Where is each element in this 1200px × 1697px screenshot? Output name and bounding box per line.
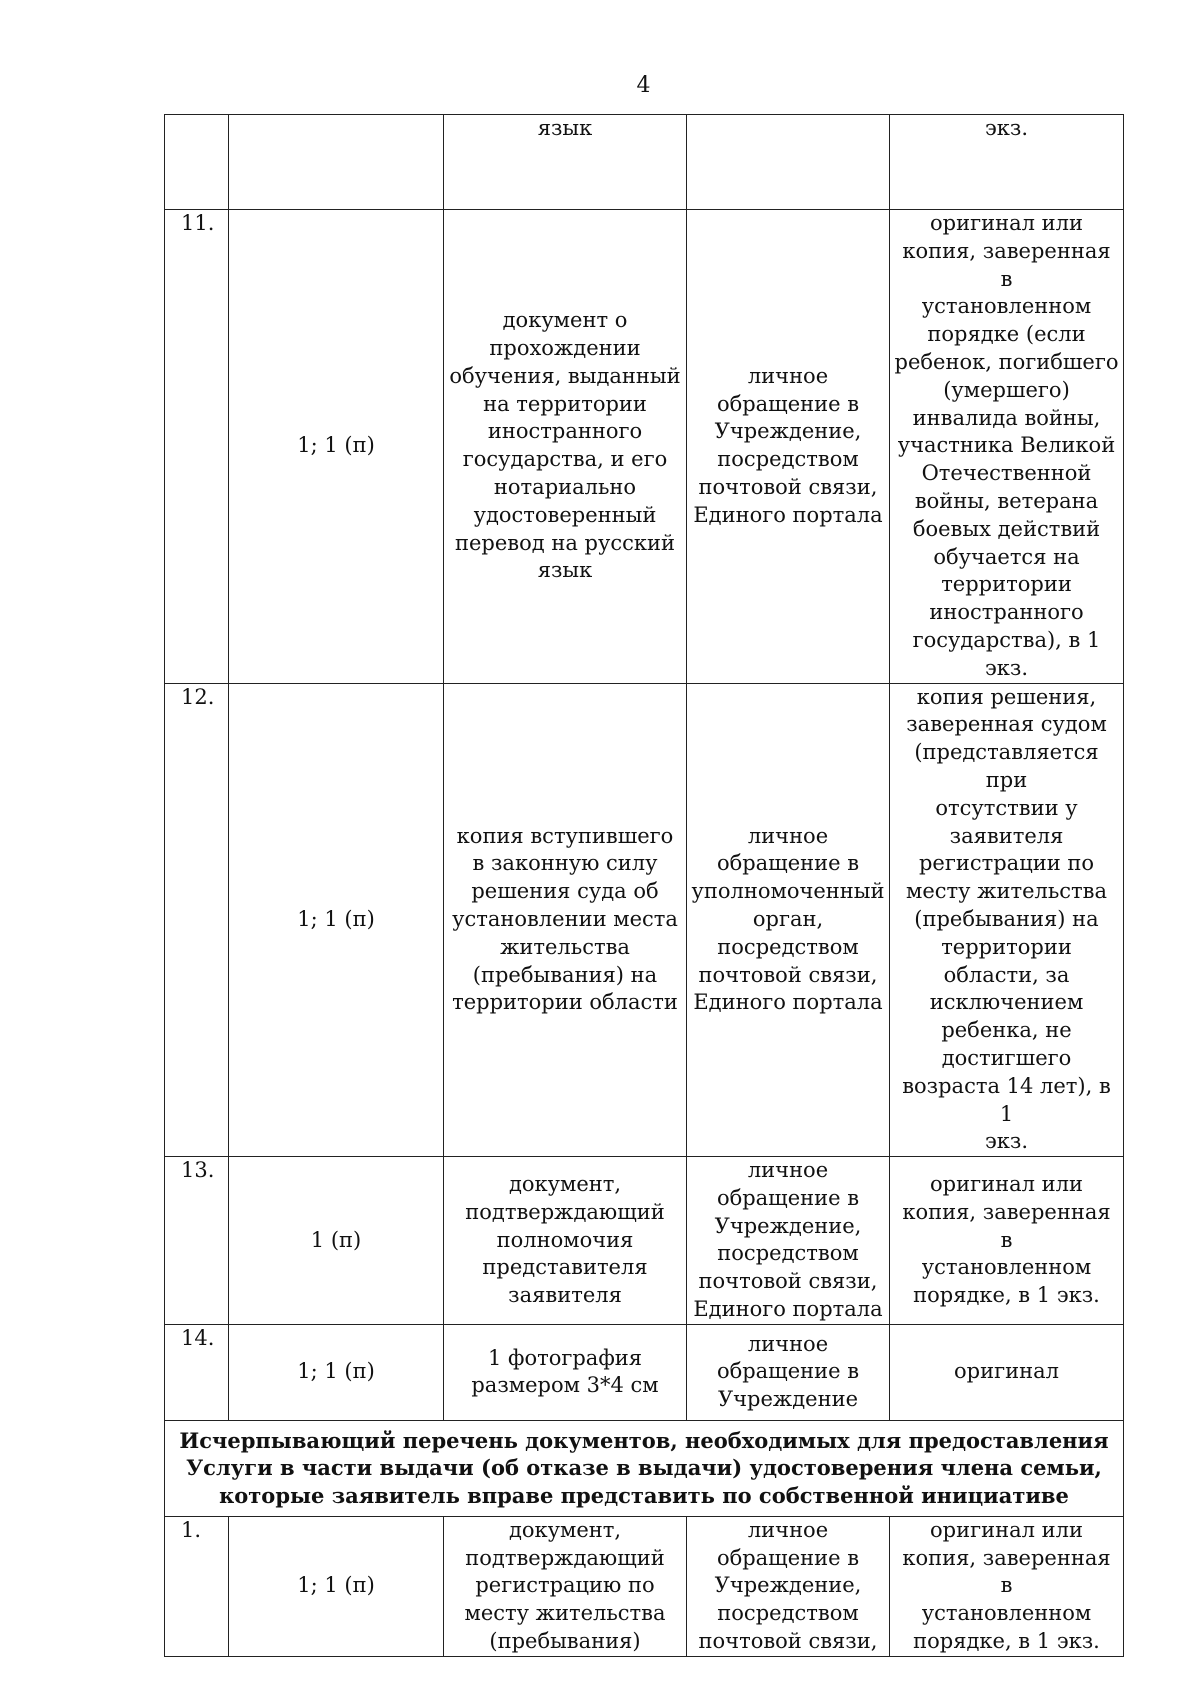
table-row [165, 683, 1124, 1157]
cell-method [687, 115, 890, 210]
cell-form: оригинал или копия, заверенная в установленном порядке, в 1 экз. [890, 1516, 1124, 1656]
cell-number: 14. [165, 1324, 229, 1420]
cell-method: личное обращение в Учреждение, посредством почтовой связи, Единого портала [687, 1157, 890, 1325]
cell-code: 1; 1 (п) [229, 1324, 444, 1420]
cell-form: копия решения, заверенная судом (представляется при отсутствии у заявителя регистрации по месту жительства (пребывания) на территории области, за исключением ребенка, не достигшего возраста 14 лет), в 1 экз. [890, 683, 1124, 1157]
cell-code: 1; 1 (п) [229, 1516, 444, 1656]
table-row [165, 1157, 1124, 1325]
cell-code [229, 115, 444, 210]
cell-document: документ, подтверждающий регистрацию по месту жительства (пребывания) [444, 1516, 687, 1656]
cell-document: язык [444, 115, 687, 210]
cell-method: личное обращение в Учреждение [687, 1324, 890, 1420]
cell-code: 1; 1 (п) [229, 683, 444, 1157]
cell-document: копия вступившего в законную силу решения суда об установлении места жительства (пребывания) на территории области [444, 683, 687, 1157]
cell-code: 1; 1 (п) [229, 210, 444, 684]
documents-table [164, 114, 1124, 1657]
cell-method: личное обращение в уполномоченный орган, посредством почтовой связи, Единого портала [687, 683, 890, 1157]
cell-number: 13. [165, 1157, 229, 1325]
page-number: 4 [636, 73, 651, 98]
section-heading: Исчерпывающий перечень документов, необходимых для предоставления Услуги в части выдачи (об отказе в выдачи) удостоверения члена семьи, которые заявитель вправе представить по собственной инициативе [165, 1420, 1124, 1516]
cell-form: оригинал [890, 1324, 1124, 1420]
cell-document: 1 фотография размером 3*4 см [444, 1324, 687, 1420]
cell-number [165, 115, 229, 210]
cell-form: экз. [890, 115, 1124, 210]
cell-document: документ о прохождении обучения, выданный на территории иностранного государства, и его нотариально удостоверенный перевод на русский язык [444, 210, 687, 684]
cell-number: 11. [165, 210, 229, 684]
cell-form: оригинал или копия, заверенная в установленном порядке (если ребенок, погибшего (умершего) инвалида войны, участника Великой Отечественной войны, ветерана боевых действий обучается на территории иностранного государства), в 1 экз. [890, 210, 1124, 684]
table-row-continuation [165, 115, 1124, 210]
cell-method: личное обращение в Учреждение, посредством почтовой связи, Единого портала [687, 210, 890, 684]
cell-code: 1 (п) [229, 1157, 444, 1325]
cell-number: 12. [165, 683, 229, 1157]
cell-number: 1. [165, 1516, 229, 1656]
cell-method: личное обращение в Учреждение, посредством почтовой связи, [687, 1516, 890, 1656]
table-row [165, 210, 1124, 684]
table-row [165, 1516, 1124, 1656]
cell-document: документ, подтверждающий полномочия представителя заявителя [444, 1157, 687, 1325]
cell-form: оригинал или копия, заверенная в установленном порядке, в 1 экз. [890, 1157, 1124, 1325]
table-row [165, 1324, 1124, 1420]
section-heading-row [165, 1420, 1124, 1516]
